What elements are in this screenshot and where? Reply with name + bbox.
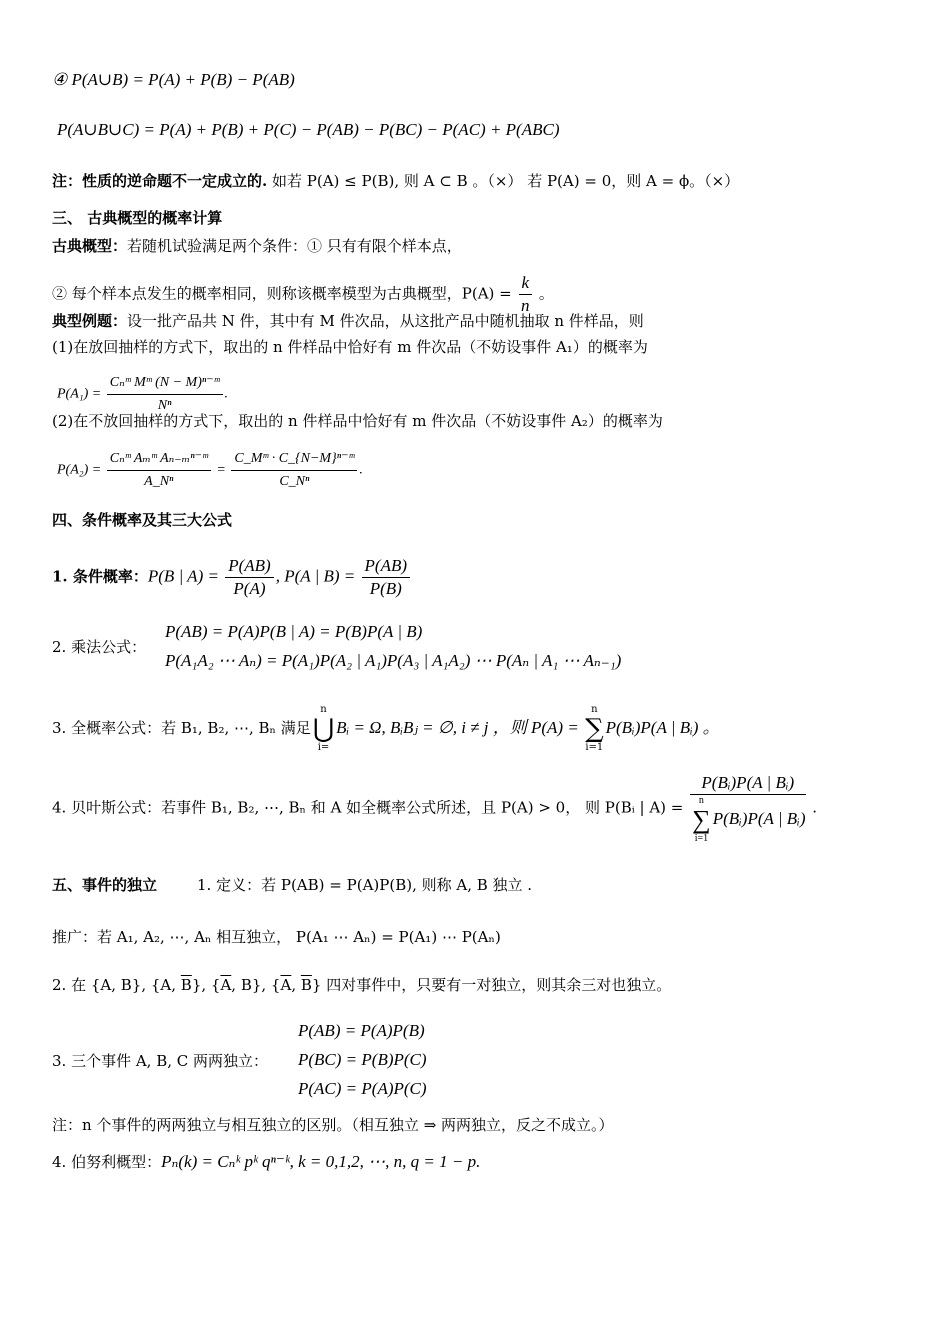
pairwise-formula-3: [298, 1079, 427, 1099]
denominator: [690, 795, 805, 845]
independence-generalization: [52, 927, 501, 947]
multiplication-formula-1: [165, 622, 422, 642]
example-case-2: [52, 411, 663, 431]
conditional-probability: [52, 555, 412, 600]
formula-text: P(AC) = P(A)P(C): [298, 1079, 427, 1098]
formula-without-replacement: [57, 448, 363, 493]
numerator: P(Bᵢ)P(A | Bᵢ): [690, 772, 805, 795]
formula-text: P(AB) = P(A)P(B): [298, 1021, 425, 1040]
formula-union-three: [57, 120, 559, 140]
condition-text: ② 每个样本点发生的概率相同，则称该概率模型为古典概型，P(A) =: [52, 284, 517, 303]
text-part: , B}, {: [231, 976, 281, 994]
pairwise-formula-1: [298, 1021, 425, 1041]
denominator: P(B): [369, 579, 402, 598]
term-label: 典型例题：: [52, 312, 128, 330]
multiplication-formula-2: [165, 651, 621, 671]
label-text: 4. 伯努利概型：: [52, 1153, 162, 1171]
pairwise-label: [52, 1051, 268, 1071]
formula-fraction-1: [107, 448, 211, 493]
limit-top: n: [591, 704, 598, 715]
end-text: .: [224, 386, 229, 402]
total-probability: [52, 704, 720, 754]
term-label: 1. 条件概率：: [52, 567, 148, 586]
limit-top: n: [320, 704, 327, 715]
denominator: P(A): [233, 579, 266, 598]
end-text: 。: [534, 284, 554, 303]
bayes-fraction: [690, 772, 805, 845]
complement-b: $\overline{B}$: [300, 976, 312, 994]
pairwise-formula-2: [298, 1050, 427, 1070]
example-text: 设一批产品共 N 件，其中有 M 件次品，从这批产品中随机抽取 n 件样品，则: [127, 312, 644, 330]
formula-mid: , P(A | B) =: [275, 566, 360, 586]
formula-text: 推广：若 A₁, A₂, ⋯, Aₙ 相互独立， P(A₁ ⋯ Aₙ) = P(A₁) ⋯ P(Aₙ): [52, 928, 501, 946]
denominator: A_Nⁿ: [144, 474, 174, 489]
text-part: }, {: [191, 976, 221, 994]
text-part: ,: [291, 976, 301, 994]
case-text: (1)在放回抽样的方式下，取出的 n 件样品中恰好有 m 件次品（不妨设事件 A₁）的概率为: [52, 338, 648, 356]
numerator: P(AB): [362, 555, 410, 578]
limit-top: n: [698, 795, 704, 806]
note-independence: [52, 1115, 614, 1135]
note-text: 注：n 个事件的两两独立与相互独立的区别。（相互独立 ⇒ 两两独立，反之不成立。）: [52, 1116, 614, 1134]
formula-text: P(AB) = P(A)P(B | A) = P(B)P(A | B): [165, 622, 423, 641]
heading-text: 三、 古典概型的概率计算: [52, 209, 223, 227]
formula-lhs: P(A₂) =: [57, 462, 105, 478]
denominator: Nⁿ: [157, 398, 172, 413]
note-converse: [52, 171, 739, 191]
note-label: 注：性质的逆命题不一定成立的.: [52, 172, 268, 190]
denominator: n: [521, 296, 530, 315]
formula-text: ④ P(A∪B) = P(A) + P(B) − P(AB): [52, 70, 295, 89]
sum-symbol: [692, 795, 711, 845]
formula-text: P(A∪B∪C) = P(A) + P(B) + P(C) − P(AB) − P(BC) − P(AC) + P(ABC): [57, 120, 560, 139]
formula-text: Pₙ(k) = Cₙᵏ pᵏ qⁿ⁻ᵏ, k = 0,1,2, ⋯, n, q = 1 − p.: [161, 1152, 481, 1171]
bayes-formula: [52, 772, 817, 845]
end-text: .: [359, 462, 363, 478]
formula-union-two: [52, 70, 295, 90]
section-heading-classical: [52, 208, 222, 228]
example-case-1: [52, 337, 648, 357]
definition-text: 若随机试验满足两个条件：① 只有有限个样本点，: [127, 237, 462, 255]
definition-text: 1. 定义：若 P(AB) = P(A)P(B), 则称 A, B 独立 .: [197, 876, 533, 894]
complement-a: $\overline{A}$: [280, 976, 292, 994]
fraction-ab-over-a: [225, 555, 273, 600]
label-text: 3. 三个事件 A, B, C 两两独立：: [52, 1052, 269, 1070]
formula-text: P(Bᵢ)P(A | Bᵢ) 。: [605, 718, 720, 737]
heading-text: 四、条件概率及其三大公式: [52, 511, 233, 529]
multiplication-label: [52, 637, 146, 657]
note-text: 如若 P(A) ≤ P(B), 则 A ⊂ B 。（×） 若 P(A) = 0，则 A = ϕ。（×）: [267, 172, 740, 190]
numerator: Cₙᵐ Mᵐ (N − M)ⁿ⁻ᵐ: [107, 372, 223, 395]
formula-lhs: P(B | A) =: [147, 566, 224, 586]
numerator: k: [519, 272, 533, 295]
formula-text: P(BC) = P(B)P(C): [298, 1050, 427, 1069]
sum-glyph: ∑: [692, 805, 711, 834]
complement-b: $\overline{B}$: [180, 976, 192, 994]
denominator-text: P(Bᵢ)P(A | Bᵢ): [712, 808, 806, 828]
end-text: .: [807, 798, 818, 817]
limit-bottom: i=: [317, 742, 330, 753]
formula-text: Bᵢ = Ω, BᵢBⱼ = ∅, i ≠ j ，则 P(A) =: [336, 718, 584, 737]
union-symbol: [313, 704, 334, 754]
formula-text: P(A₁A₂ ⋯ Aₙ) = P(A₁)P(A₂ | A₁)P(A₃ | A₁A₂) ⋯ P(Aₙ | A₁ ⋯ Aₙ₋₁): [165, 651, 622, 670]
formula-text: 4. 贝叶斯公式：若事件 B₁, B₂, ⋯, Bₙ 和 A 如全概率公式所述，且 P(A) > 0， 则 P(Bᵢ | A) =: [52, 798, 689, 817]
label-text: 2. 乘法公式：: [52, 638, 147, 656]
sum-symbol: [585, 704, 604, 754]
independence-pairs: [52, 975, 671, 995]
equals: =: [212, 462, 230, 478]
sum-glyph: ∑: [585, 714, 604, 744]
section-heading-conditional: [52, 510, 232, 530]
denominator: C_Nⁿ: [279, 474, 310, 489]
fraction-ab-over-b: [362, 555, 410, 600]
heading-text: 五、事件的独立: [52, 876, 158, 894]
term-label: 古典概型：: [52, 237, 128, 255]
formula-fraction-2: [231, 448, 357, 493]
numerator: Cₙᵐ Aₘᵐ Aₙ₋ₘⁿ⁻ᵐ: [107, 448, 211, 471]
text-part: } 四对事件中，只要有一对独立，则其余三对也独立。: [311, 976, 672, 994]
classical-definition: [52, 236, 462, 256]
numerator: P(AB): [225, 555, 273, 578]
independence-definition: [52, 875, 532, 895]
formula-text: 3. 全概率公式：若 B₁, B₂, ⋯, Bₙ 满足: [52, 719, 311, 737]
bernoulli-model: [52, 1152, 480, 1172]
text-part: 2. 在 {A, B}, {A,: [52, 976, 181, 994]
case-text: (2)在不放回抽样的方式下，取出的 n 件样品中恰好有 m 件次品（不妨设事件 A₂）的概率为: [52, 412, 663, 430]
numerator: C_Mᵐ · C_{N−M}ⁿ⁻ᵐ: [231, 448, 357, 471]
complement-a: $\overline{A}$: [220, 976, 232, 994]
limit-bottom: i=1: [694, 833, 709, 844]
limit-bottom: i=1: [585, 742, 604, 753]
example-intro: [52, 311, 644, 331]
formula-lhs: P(A₁) =: [57, 386, 105, 402]
union-glyph: ⋃: [312, 714, 335, 744]
